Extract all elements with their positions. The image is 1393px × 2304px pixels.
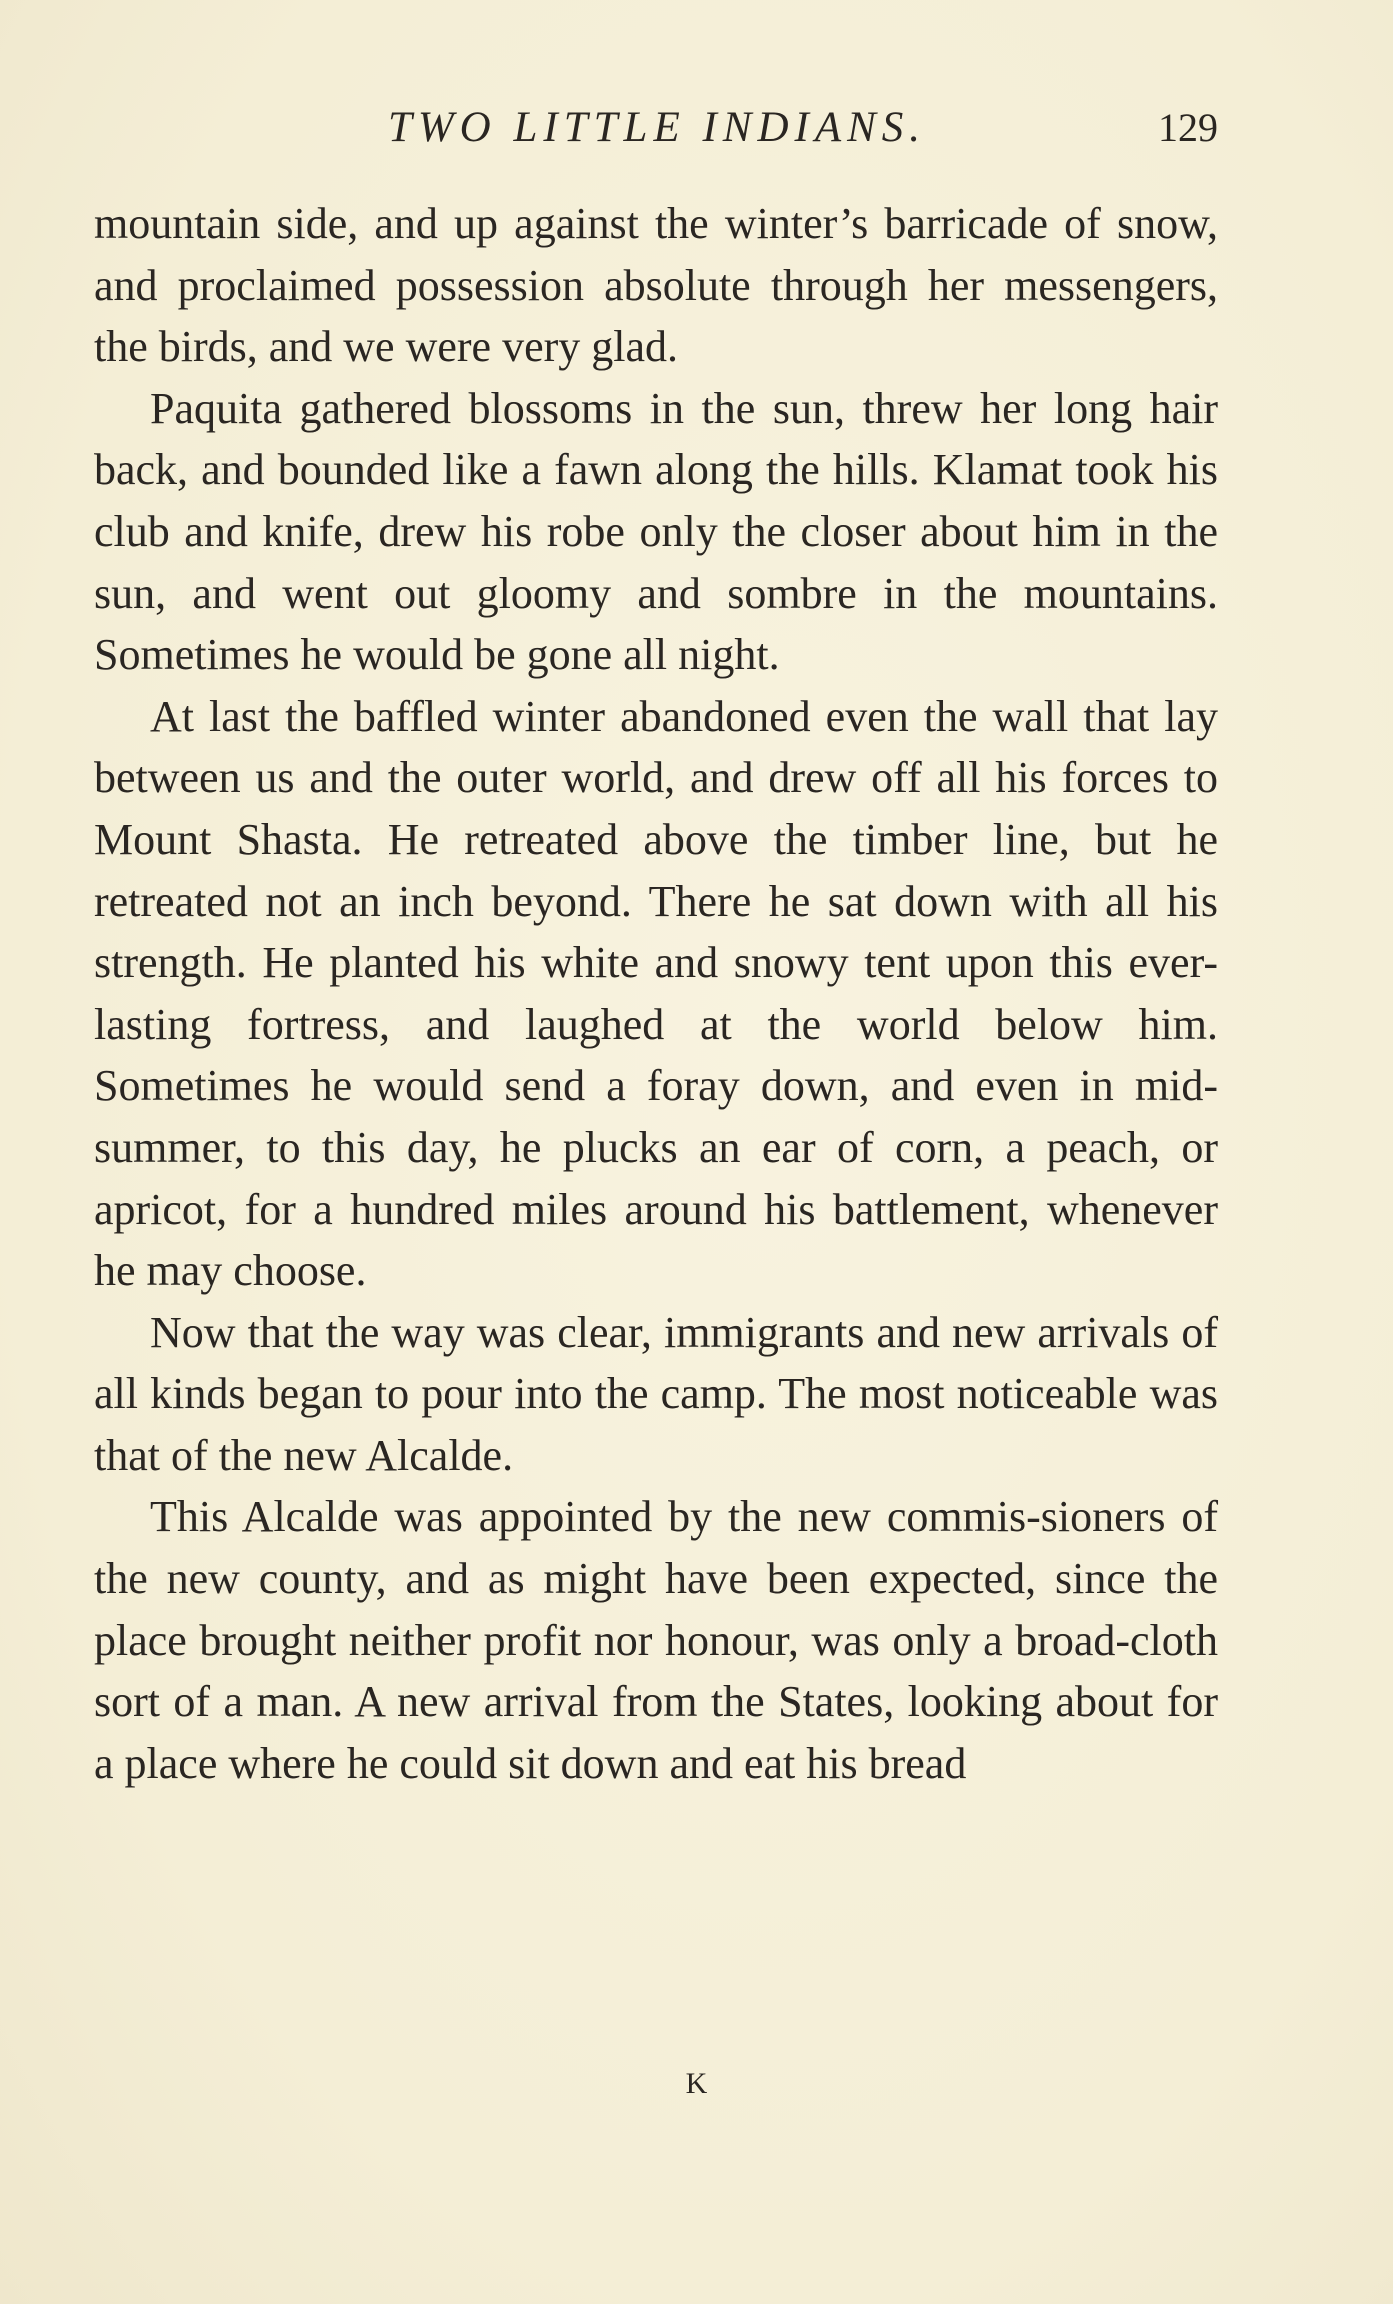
running-title: TWO LITTLE INDIANS. (387, 104, 927, 151)
paragraph: Now that the way was clear, immigrants and new arrivals of all kinds began to pour into the camp. The most noticeable was that of the new Alcalde. (94, 1307, 1218, 1480)
body-text (94, 193, 1218, 1794)
paragraph: This Alcalde was appointed by the new commis-sioners of the new county, and as might have been expected, since the place brought neither profit nor honour, was only a broad-cloth sort of a man. A new arrival from the States, looking about for a place where he could sit down and eat his bread (94, 1492, 1218, 1788)
paragraph: Paquita gathered blossoms in the sun, threw her long hair back, and bounded like a fawn along the hills. Klamat took his club and knife, drew his robe only the closer about him in the sun, and went out gloomy and sombre in the mountains. Sometimes he would be gone all night. (94, 383, 1218, 680)
paragraph-continuation: mountain side, and up against the winter’s barricade of snow, and proclaimed possession absolute through her messengers, the birds, and we were very glad. (94, 199, 1218, 372)
page-number: 129 (1158, 105, 1218, 150)
running-head (96, 98, 1218, 158)
paragraph: At last the baffled winter abandoned even the wall that lay between us and the outer world, and drew off all his forces to Mount Shasta. He retreated above the timber line, but he retreated not an inch beyond. There he sat down with all his strength. He planted his white and snowy tent upon this ever-lasting fortress, and laughed at the world below him. Sometimes he would send a foray down, and even in mid-summer, to this day, he plucks an ear of corn, a peach, or apricot, for a hundred miles around his battlement, whenever he may choose. (94, 691, 1218, 1296)
signature-mark: K (685, 2067, 708, 2100)
